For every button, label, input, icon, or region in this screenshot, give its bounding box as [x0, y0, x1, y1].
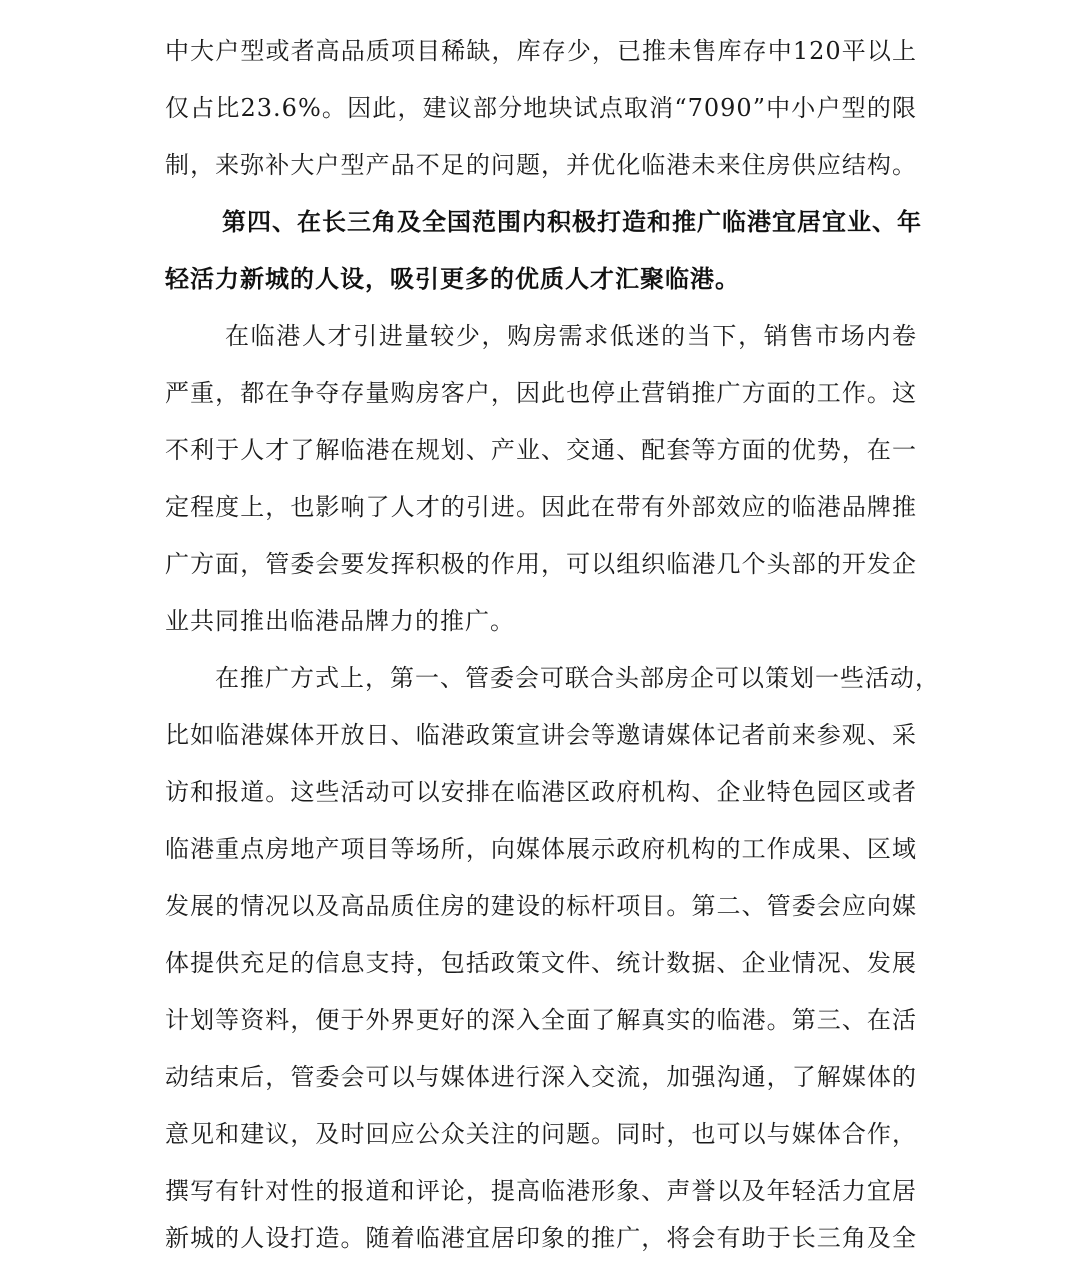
paragraph-3-line-11: 新城的人设打造。随着临港宜居印象的推广，将会有助于长三角及全 [165, 1224, 917, 1252]
paragraph-1-line-2: 仅占比23.6%。因此，建议部分地块试点取消“7090”中小户型的限 [165, 94, 917, 122]
paragraph-1-line-3: 制，来弥补大户型产品不足的问题，并优化临港未来住房供应结构。 [165, 151, 917, 179]
paragraph-3-line-8: 动结束后，管委会可以与媒体进行深入交流，加强沟通，了解媒体的 [165, 1063, 917, 1091]
paragraph-3-line-10: 撰写有针对性的报道和评论，提高临港形象、声誉以及年轻活力宜居 [165, 1177, 917, 1205]
paragraph-1-line-1: 中大户型或者高品质项目稀缺，库存少，已推未售库存中120平以上 [165, 37, 917, 65]
paragraph-3-line-6: 体提供充足的信息支持，包括政策文件、统计数据、企业情况、发展 [165, 949, 917, 977]
paragraph-3-line-4: 临港重点房地产项目等场所，向媒体展示政府机构的工作成果、区域 [165, 835, 917, 863]
paragraph-3-line-3: 访和报道。这些活动可以安排在临港区政府机构、企业特色园区或者 [165, 778, 917, 806]
section-heading-line-1: 第四、在长三角及全国范围内积极打造和推广临港宜居宜业、年 [222, 208, 922, 236]
paragraph-2-line-2: 严重，都在争夺存量购房客户，因此也停止营销推广方面的工作。这 [165, 379, 917, 407]
paragraph-2-line-4: 定程度上，也影响了人才的引进。因此在带有外部效应的临港品牌推 [165, 493, 917, 521]
section-heading-line-2: 轻活力新城的人设，吸引更多的优质人才汇聚临港。 [165, 265, 740, 293]
paragraph-3-line-5: 发展的情况以及高品质住房的建设的标杆项目。第二、管委会应向媒 [165, 892, 917, 920]
paragraph-2-line-6: 业共同推出临港品牌力的推广。 [165, 607, 515, 635]
paragraph-3-line-9: 意见和建议，及时回应公众关注的问题。同时，也可以与媒体合作， [165, 1120, 917, 1148]
paragraph-3-line-2: 比如临港媒体开放日、临港政策宣讲会等邀请媒体记者前来参观、采 [165, 721, 917, 749]
paragraph-2-line-3: 不利于人才了解临港在规划、产业、交通、配套等方面的优势，在一 [165, 436, 917, 464]
paragraph-2-line-1: 在临港人才引进量较少，购房需求低迷的当下，销售市场内卷 [225, 322, 917, 350]
paragraph-2-line-5: 广方面，管委会要发挥积极的作用，可以组织临港几个头部的开发企 [165, 550, 917, 578]
paragraph-3-line-7: 计划等资料，便于外界更好的深入全面了解真实的临港。第三、在活 [165, 1006, 917, 1034]
paragraph-3-line-1: 在推广方式上，第一、管委会可联合头部房企可以策划一些活动， [215, 664, 940, 692]
